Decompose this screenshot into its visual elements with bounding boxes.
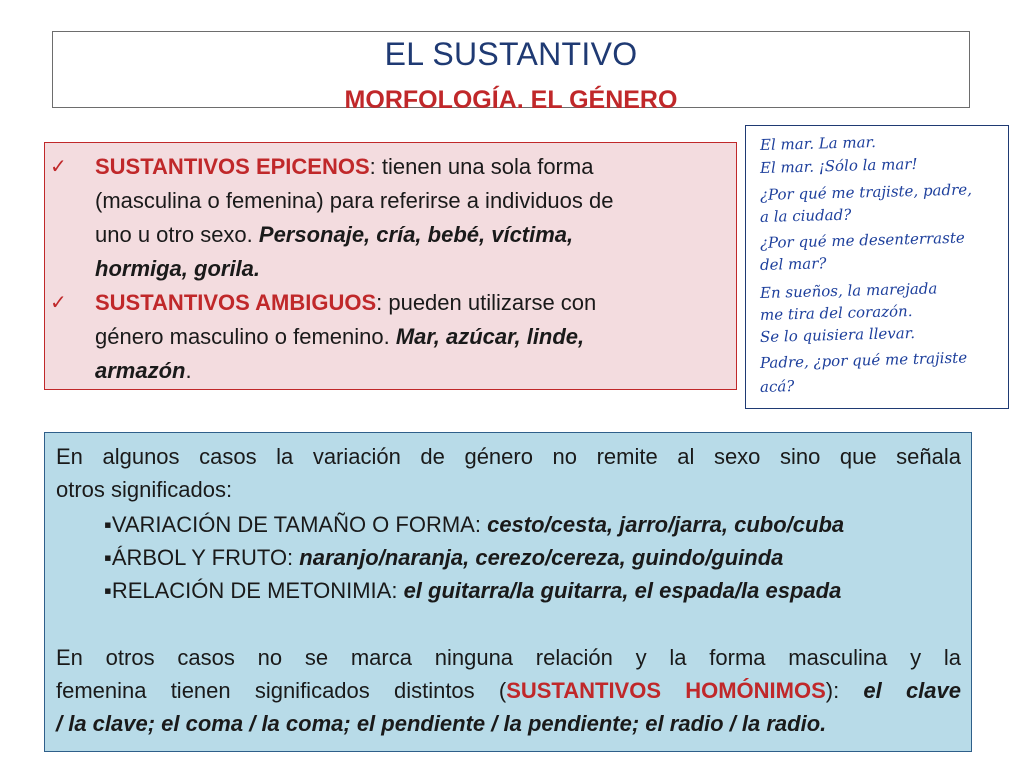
ambiguos-examples-1: Mar, azúcar, linde, [395, 324, 585, 349]
poem-line: ¿Por qué me desenterraste [759, 228, 965, 252]
epicenos-line3: uno u otro sexo. [95, 222, 259, 247]
check-icon: ✓ [50, 156, 67, 178]
epicenos-text [95, 150, 720, 286]
item-examples: naranjo/naranja, cerezo/cereza, guindo/guinda [299, 545, 784, 570]
homonimos-term: SUSTANTIVOS HOMÓNIMOS [506, 678, 826, 703]
epicenos-line2: (masculina o femenina) para referirse a individuos de [95, 188, 614, 213]
homonimos-paragraph [56, 641, 961, 740]
variation-item-tamano [104, 508, 964, 541]
epicenos-term: SUSTANTIVOS EPICENOS [95, 154, 370, 179]
item-label: RELACIÓN DE METONIMIA: [111, 578, 404, 603]
check-icon: ✓ [50, 292, 67, 314]
poem-line: El mar. La mar. [759, 132, 877, 154]
poem-line: Padre, ¿por qué me trajiste [759, 348, 968, 372]
poem-line: Se lo quisiera llevar. [759, 323, 916, 346]
handwritten-poem [745, 125, 1009, 409]
outro-line-2 [56, 674, 961, 707]
item-label: ÁRBOL Y FRUTO: [111, 545, 300, 570]
epicenos-line1: : tienen una sola forma [369, 154, 594, 179]
variation-intro [56, 440, 961, 506]
ambiguos-term: SUSTANTIVOS AMBIGUOS [95, 290, 377, 315]
homonimos-period: . [820, 711, 827, 736]
epicenos-period: . [253, 256, 261, 281]
ambiguos-examples-2: armazón [95, 358, 186, 383]
poem-line: me tira del corazón. [759, 302, 913, 324]
variation-item-metonimia [104, 574, 964, 607]
epicenos-examples-2: hormiga, gorila [95, 256, 254, 281]
square-bullet-icon: ▪ [104, 512, 112, 537]
poem-line: El mar. ¡Sólo la mar! [759, 154, 918, 177]
ambiguos-period: . [185, 358, 192, 383]
ambiguos-line1: : pueden utilizarse con [376, 290, 597, 315]
ambiguos-text [95, 286, 720, 388]
square-bullet-icon: ▪ [104, 578, 112, 603]
item-label: VARIACIÓN DE TAMAÑO O FORMA: [111, 512, 488, 537]
item-examples: cesto/cesta, jarro/jarra, cubo/cuba [487, 512, 845, 537]
outro-text-b: ): [825, 678, 864, 703]
item-examples: el guitarra/la guitarra, el espada/la espada [403, 578, 842, 603]
homonimos-examples-2: / la clave; el coma / la coma; el pendiente / la pendiente; el radio / la radio [56, 711, 821, 736]
outro-text-a: femenina tienen significados distintos ( [56, 678, 507, 703]
outro-line-1: En otros casos no se marca ninguna relación y la forma masculina y la [56, 645, 961, 670]
variation-item-arbol [104, 541, 964, 574]
poem-line: ¿Por qué me trajiste, padre, [759, 180, 973, 204]
poem-line: a la ciudad? [759, 205, 852, 226]
intro-line-2: otros significados: [56, 477, 233, 502]
outro-line-3 [56, 707, 961, 740]
poem-line: acá? [759, 377, 795, 396]
poem-line: del mar? [759, 254, 827, 274]
ambiguos-line2: género masculino o femenino. [95, 324, 396, 349]
homonimos-examples-1: el clave [863, 678, 961, 703]
slide-subtitle: MORFOLOGÍA. EL GÉNERO [344, 86, 678, 114]
intro-line-1: En algunos casos la variación de género no remite al sexo sino que señala [56, 444, 961, 469]
epicenos-examples-1: Personaje, cría, bebé, víctima, [258, 222, 574, 247]
slide-title: EL SUSTANTIVO [384, 36, 638, 72]
square-bullet-icon: ▪ [104, 545, 112, 570]
poem-line: En sueños, la marejada [759, 279, 938, 302]
